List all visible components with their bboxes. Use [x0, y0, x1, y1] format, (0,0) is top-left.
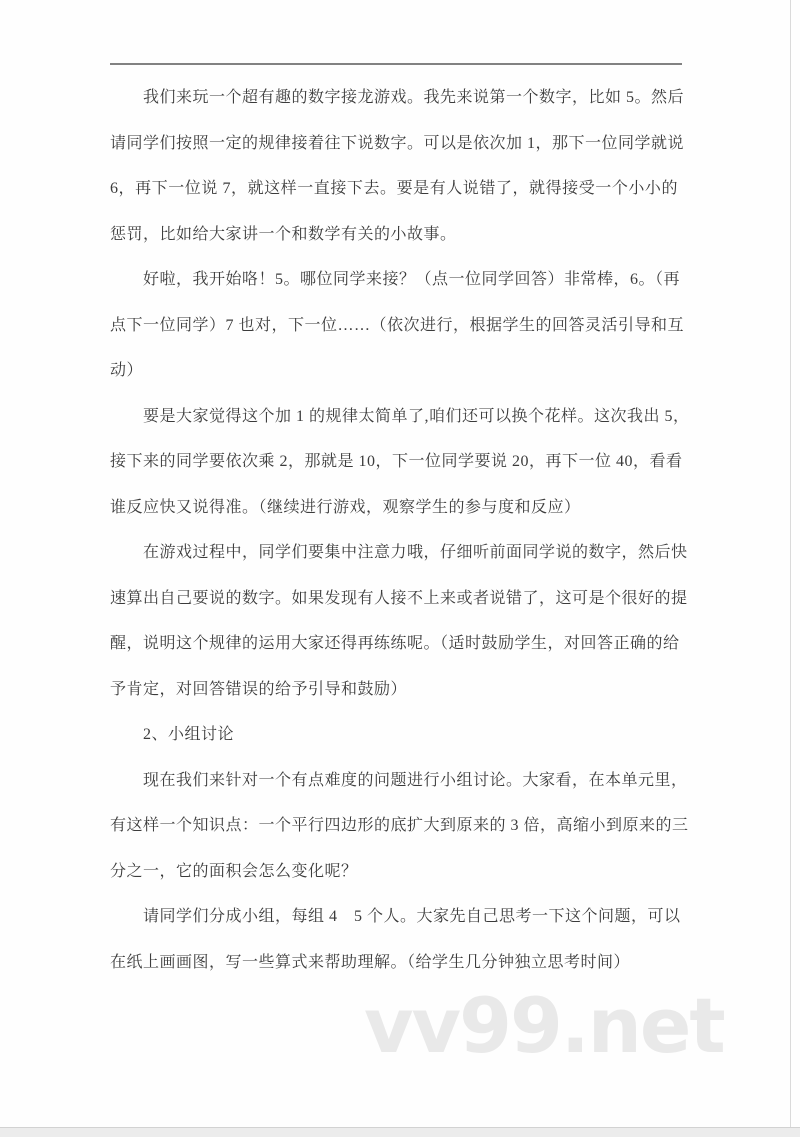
paragraph-3	[110, 394, 690, 531]
text-line: 分之一，它的面积会怎么变化呢？	[110, 862, 358, 880]
text-line: 速算出自己要说的数字。如果发现有人接不上来或者说错了，这可是个很好的提	[110, 589, 688, 607]
text-line: 有这样一个知识点：一个平行四边形的底扩大到原来的 3 倍，高缩小到原来的三	[110, 817, 689, 834]
text-line: 请同学们按照一定的规律接着往下说数字。可以是依次加 1，那下一位同学就说	[110, 134, 685, 152]
text-line: 醒，说明这个规律的运用大家还得再练练呢。（适时鼓励学生，对回答正确的给	[110, 635, 680, 652]
text-line: 谁反应快又说得准。（继续进行游戏，观察学生的参与度和反应）	[110, 498, 581, 516]
text-line: 现在我们来针对一个有点难度的问题进行小组讨论。大家看，在本单元里，	[143, 771, 688, 789]
text-line: 请同学们分成小组，每组 4 5 个人。大家先自己思考一下这个问题，可以	[143, 908, 681, 925]
footer-strip	[0, 1127, 800, 1137]
header-rule	[110, 63, 682, 65]
text-line: 2、小组讨论	[143, 726, 235, 743]
text-line: 惩罚，比如给大家讲一个和数学有关的小故事。	[110, 225, 457, 243]
page-edge-line	[790, 0, 791, 1128]
text-line: 我们来玩一个超有趣的数字接龙游戏。我先来说第一个数字，比如 5。然后	[143, 89, 685, 106]
paragraph-5	[110, 758, 689, 895]
paragraph-2	[110, 257, 685, 394]
text-line: 点下一位同学）7 也对，下一位……（依次进行，根据学生的回答灵活引导和互	[110, 316, 685, 334]
text-content	[110, 75, 690, 985]
text-line: 好啦，我开始咯！5。哪位同学来接？（点一位同学回答）非常棒，6。（再	[143, 271, 681, 288]
text-line: 在纸上画画图，写一些算式来帮助理解。（给学生几分钟独立思考时间）	[110, 953, 631, 971]
text-line: 在游戏过程中，同学们要集中注意力哦，仔细听前面同学说的数字，然后快	[143, 544, 688, 561]
text-line: 6，再下一位说 7，就这样一直接下去。要是有人说错了，就得接受一个小小的	[110, 180, 678, 197]
paragraph-6	[110, 894, 681, 985]
section-heading	[110, 712, 678, 758]
paragraph-1	[110, 75, 685, 257]
text-line: 动）	[110, 362, 144, 379]
text-line: 要是大家觉得这个加 1 的规律太简单了,咱们还可以换个花样。这次我出 5，	[143, 407, 690, 425]
watermark: vv99.net	[364, 981, 724, 1070]
text-line: 予肯定，对回答错误的给予引导和鼓励）	[110, 680, 408, 698]
text-line: 接下来的同学要依次乘 2，那就是 10，下一位同学要说 20，再下一位 40，看看	[110, 453, 683, 470]
paragraph-4	[110, 530, 688, 712]
